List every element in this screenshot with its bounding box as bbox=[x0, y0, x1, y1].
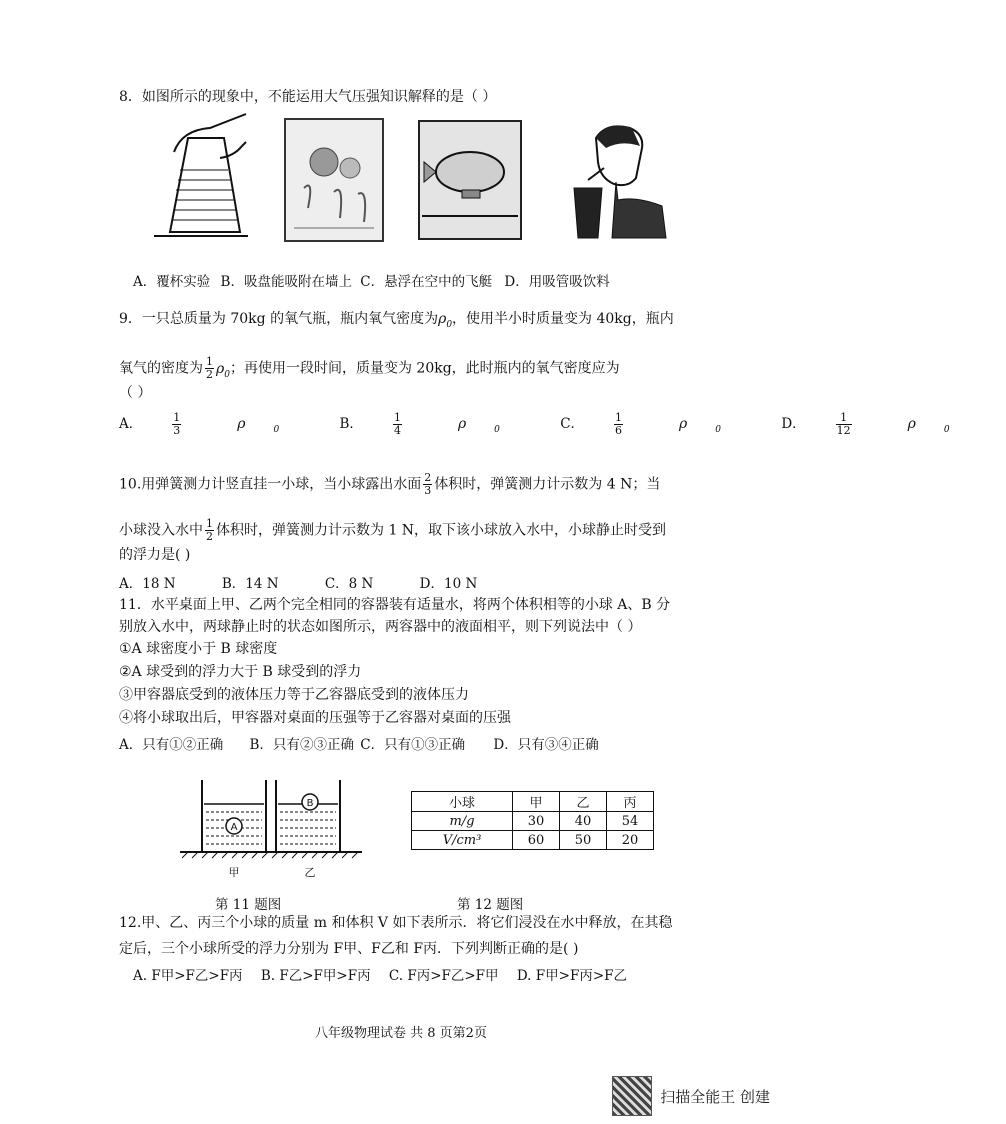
scanner-text: 扫描全能王 创建 bbox=[660, 1087, 770, 1106]
q8-option-a[interactable]: A．覆杯实验 bbox=[133, 274, 211, 290]
q11-line2: 别放入水中，两球静止时的状态如图所示，两容器中的液面相平，则下列说法中（ ） bbox=[119, 619, 642, 635]
q11-options bbox=[119, 733, 627, 753]
q12-line2: 定后，三个小球所受的浮力分别为 F甲、F乙和 F丙．下列判断正确的是( ) bbox=[119, 941, 579, 957]
q8-options bbox=[133, 270, 638, 290]
q8-option-b[interactable]: B．吸盘能吸附在墙上 bbox=[220, 274, 352, 290]
q11-line1: 11．水平桌面上甲、乙两个完全相同的容器装有适量水，将两个体积相等的小球 A、B 分 bbox=[119, 597, 671, 613]
q10-option-a[interactable]: A．18 N bbox=[119, 576, 176, 592]
q9-line3: （ ） bbox=[119, 385, 152, 401]
q10-option-b[interactable]: B．14 N bbox=[221, 576, 279, 592]
q11-option-d[interactable]: D．只有③④正确 bbox=[493, 737, 599, 753]
q10-line2: 小球没入水中 $\frac{1}{2}$ 体积时，弹簧测力计示数为 1 N，取下该小球放入水中，小球静止时受到 bbox=[119, 517, 667, 543]
table-header: 乙 bbox=[560, 792, 607, 812]
q8-option-c[interactable]: C．悬浮在空中的飞艇 bbox=[360, 274, 493, 290]
fraction-half: $\frac{1}{2}$ bbox=[206, 355, 213, 381]
table-header: 小球 bbox=[412, 792, 513, 812]
boy-drinking-straw-image bbox=[566, 118, 676, 246]
q11-option-a[interactable]: A．只有①②正确 bbox=[119, 737, 224, 753]
q11-option-b[interactable]: B．只有②③正确 bbox=[249, 737, 354, 753]
q11-containers-diagram bbox=[178, 780, 364, 884]
table-header: 甲 bbox=[513, 792, 560, 812]
table-header: 丙 bbox=[607, 792, 654, 812]
ball-b-label: B bbox=[306, 798, 314, 809]
q11-statement-1: ①A 球密度小于 B 球密度 bbox=[119, 641, 278, 657]
table-row: V/cm³ 60 50 20 bbox=[412, 831, 654, 850]
q12-line1: 12.甲、乙、丙三个小球的质量 m 和体积 V 如下表所示．将它们浸没在水中释放，在其稳 bbox=[119, 915, 673, 931]
q9-options bbox=[119, 412, 1006, 437]
q10-option-c[interactable]: C．8 N bbox=[324, 576, 374, 592]
suction-cup-image bbox=[284, 118, 384, 246]
q9-option-d[interactable]: D． $\frac{1}{12}$ ρ $_0$ bbox=[781, 411, 950, 437]
q9-option-a[interactable]: A． $\frac{1}{3}$ ρ $_0$ bbox=[119, 411, 280, 437]
q9-line2: 氧气的密度为 $\frac{1}{2}$ $\rho_0$；再使用一段时间，质量变为 20kg，此时瓶内的氧气密度应为 bbox=[119, 355, 620, 381]
q10-options bbox=[119, 572, 505, 592]
q11-statement-3: ③甲容器底受到的液体压力等于乙容器底受到的液体压力 bbox=[119, 687, 469, 703]
rho-symbol: $\rho_0$ bbox=[438, 311, 453, 330]
fraction-two-thirds: $\frac{2}{3}$ bbox=[424, 471, 432, 497]
q11-statement-2: ②A 球受到的浮力大于 B 球受到的浮力 bbox=[119, 664, 362, 680]
q12-option-c[interactable]: C. F丙>F乙>F甲 bbox=[388, 968, 499, 984]
q12-option-d[interactable]: D. F甲>F丙>F乙 bbox=[516, 968, 627, 984]
q8-stem: 8．如图所示的现象中，不能运用大气压强知识解释的是（ ） bbox=[119, 89, 497, 105]
ball-a-label: A bbox=[230, 822, 238, 833]
q10-line3: 的浮力是( ) bbox=[119, 547, 191, 563]
airship-image bbox=[418, 120, 522, 244]
q12-figure-caption: 第 12 题图 bbox=[457, 897, 524, 913]
q9-option-b[interactable]: B． $\frac{1}{4}$ ρ $_0$ bbox=[339, 411, 500, 437]
fraction-half: $\frac{1}{2}$ bbox=[206, 517, 213, 543]
container-yi-label: 乙 bbox=[304, 866, 316, 879]
qr-code-icon bbox=[612, 1076, 652, 1116]
q10-option-d[interactable]: D．10 N bbox=[419, 576, 478, 592]
q12-data-table bbox=[411, 791, 654, 850]
q11-figure-caption: 第 11 题图 bbox=[215, 897, 282, 913]
q8-option-d[interactable]: D．用吸管吸饮料 bbox=[504, 274, 610, 290]
container-jia-label: 甲 bbox=[228, 866, 240, 879]
q10-line1: 10.用弹簧测力计竖直挂一小球，当小球露出水面 $\frac{2}{3}$ 体积时，弹簧测力计示数为 4 N；当 bbox=[119, 471, 661, 497]
cup-experiment-image bbox=[150, 112, 250, 248]
table-row: m/g 30 40 54 bbox=[412, 812, 654, 831]
q11-option-c[interactable]: C．只有①③正确 bbox=[360, 737, 466, 753]
q12-options bbox=[133, 964, 655, 984]
q11-statement-4: ④将小球取出后，甲容器对桌面的压强等于乙容器对桌面的压强 bbox=[119, 710, 511, 726]
q9-option-c[interactable]: C． $\frac{1}{6}$ ρ $_0$ bbox=[560, 411, 722, 437]
q12-option-a[interactable]: A. F甲>F乙>F丙 bbox=[133, 968, 243, 984]
q12-option-b[interactable]: B. F乙>F甲>F丙 bbox=[260, 968, 371, 984]
q9-line1: 9．一只总质量为 70kg 的氧气瓶，瓶内氧气密度为$\rho_0$，使用半小时质量变为 40kg，瓶内 bbox=[119, 311, 674, 330]
page-footer: 八年级物理试卷 共 8 页第2页 bbox=[315, 1026, 487, 1041]
scanner-watermark bbox=[612, 1076, 770, 1116]
